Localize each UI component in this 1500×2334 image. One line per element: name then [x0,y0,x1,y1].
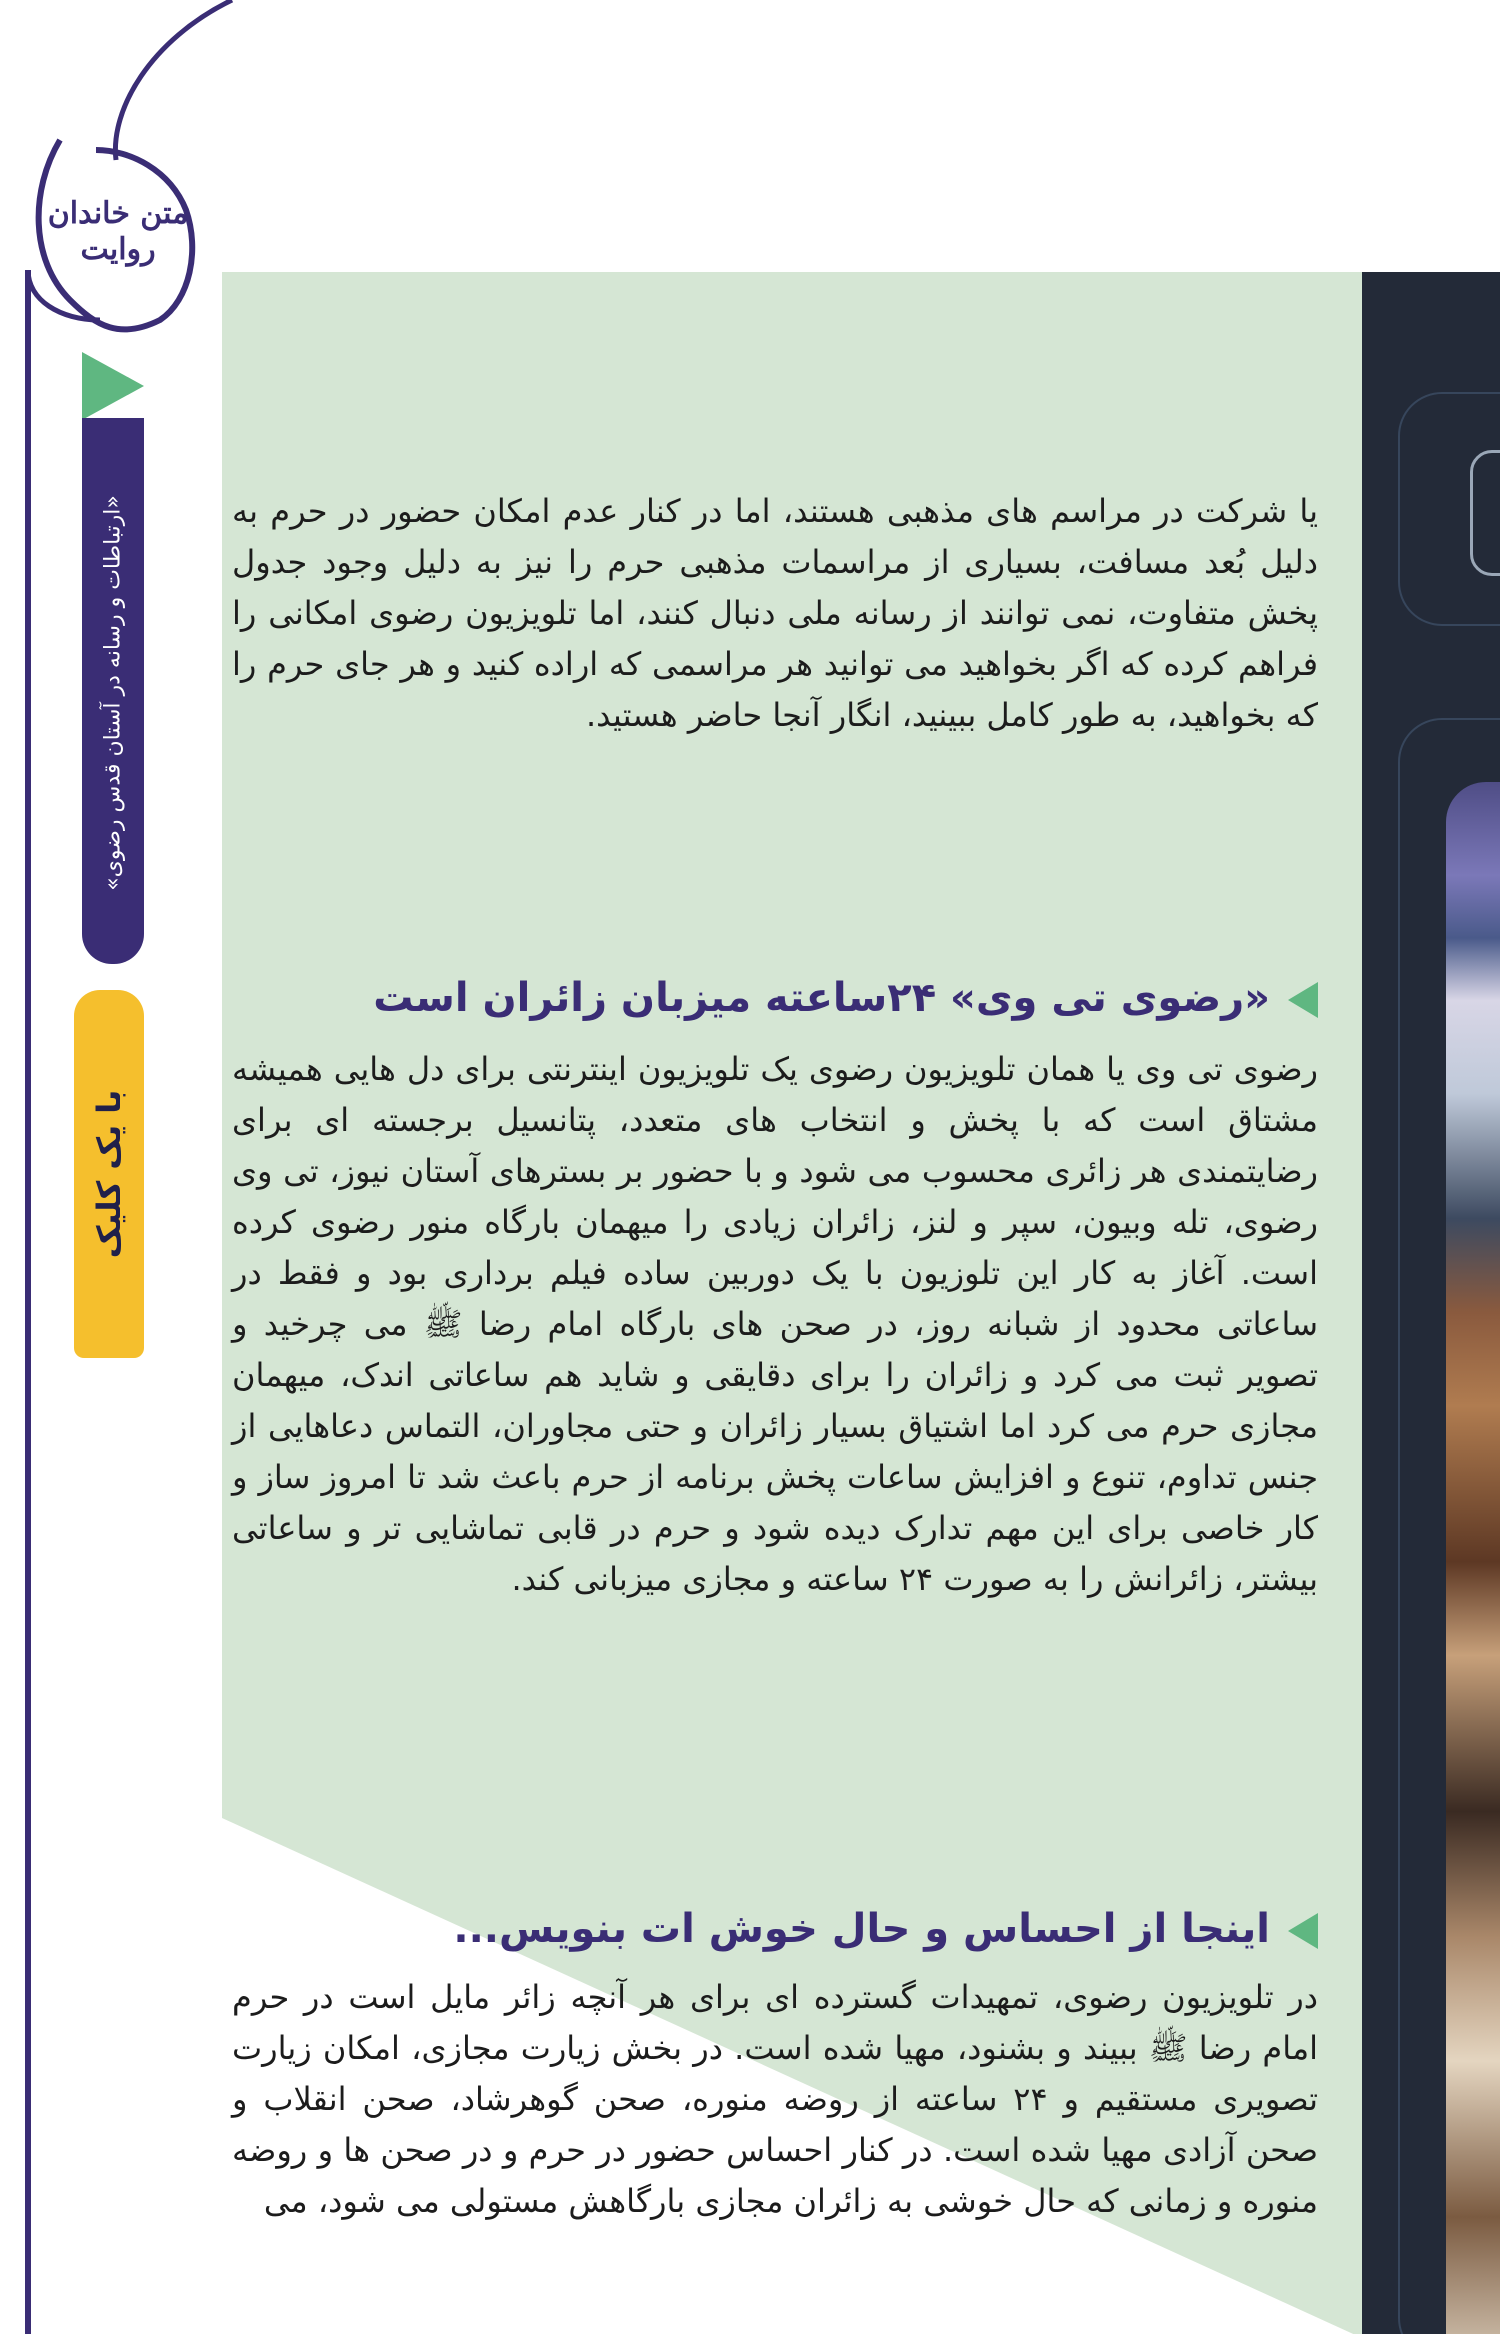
heading-1 [373,975,1318,1021]
logo-line-1: متن خاندان [47,196,189,231]
intro-block [232,486,1318,741]
play-triangle-icon [82,352,144,420]
heading-2 [453,1906,1318,1952]
paragraph-2: در تلویزیون رضوی، تمهیدات گسترده ای برای هر آنچه زائر مایل است در حرم امام رضا ﷺ ببیند و بشنود، مهیا شده است. در بخش زیارت مجازی، امکان زیارت تصویری مستقیم و ۲۴ ساعته از روضه منوره، صحن گوهرشاد، صحن انقلاب و صحن آزادی مهیا شده است. در کنار احساس حضور در حرم و در صحن ها و روضه منوره و زمانی که حال خوشی به زائران مجازی بارگاهش مستولی می شود، می [232,1978,1318,2220]
intro-paragraph: یا شرکت در مراسم های مذهبی هستند، اما در کنار عدم امکان حضور در حرم به دلیل بُعد مسافت، بسیاری از مراسمات مذهبی حرم را نیز به دلیل وجود جدول پخش متفاوت، نمی توانند از رسانه ملی دنبال کنند، اما تلویزیون رضوی امکانی را فراهم کرده که اگر بخواهید می توانید هر مراسمی که اراده کنید و هر جای حرم را که بخواهید، به طور کامل ببینید، انگار آنجا حاضر هستید. [232,492,1318,734]
logo-emblem [48,196,189,268]
paragraph-2-block [232,1972,1318,2227]
frame-top-inner [1470,450,1500,576]
heading-2-text: اینجا از احساس و حال خوش ات بنویس... [453,1906,1270,1952]
paragraph-1: رضوی تی وی یا همان تلویزیون رضوی یک تلویزیون اینترنتی برای دل هایی همیشه مشتاق است که با پخش و انتخاب های متعدد، پتانسیل برجسته ای برای رضایتمندی هر زائری محسوب می شود و با حضور بر بسترهای آستان نیوز، تی وی رضوی، تله وبیون، سپر و لنز، زائران زیادی را میهمان بارگاه منور رضوی کرده است. آغاز به کار این تلوزیون با یک دوربین ساده فیلم برداری بود و فقط در ساعاتی محدود از شبانه روز، در صحن های بارگاه امام رضا ﷺ می چرخید و تصویر ثبت می کرد و زائران را برای دقایقی و شاید هم ساعاتی اندک، میهمان مجازی حرم می کرد اما اشتیاق بسیار زائران و حتی مجاوران، التماس دعاهایی از جنس تداوم، تنوع و افزایش ساعات پخش برنامه از حرم باعث شد تا امروز ساز و کار خاصی برای این مهم تدارک دیده شود و حرم در قابی تماشایی تر و ساعاتی بیشتر، زائرانش را به صورت ۲۴ ساعته و مجازی میزبانی کند. [232,1050,1318,1598]
logo-line-2: روایت [80,232,156,267]
series-title: «ارتباطات و رسانه در آستان قدس رضوی» [100,495,126,891]
shrine-photo [1446,782,1500,2334]
paragraph-1-block [232,1044,1318,1605]
heading-bullet-icon [1288,982,1318,1018]
section-label: با یک کلیک [90,1089,128,1259]
heading-bullet-icon [1288,1913,1318,1949]
heading-1-text: «رضوی تی وی» ۲۴ساعته میزبان زائران است [373,975,1270,1021]
